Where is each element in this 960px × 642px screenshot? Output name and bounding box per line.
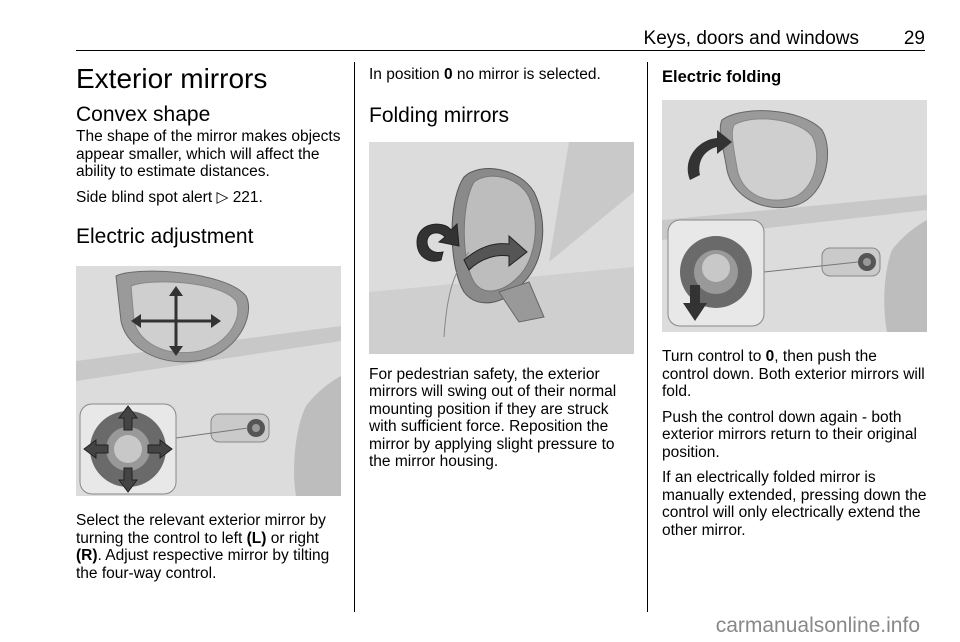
electric-folding-heading: Electric folding — [662, 68, 782, 86]
column-divider — [354, 62, 355, 612]
electric-adjustment-illustration — [76, 266, 341, 496]
page-title: Exterior mirrors — [76, 63, 268, 94]
folding-heading: Folding mirrors — [369, 103, 510, 127]
column-3 — [662, 62, 927, 539]
watermark: carmanualsonline.info — [715, 614, 920, 637]
manual-extend-text: If an electrically folded mirror is manually extended, pressing down the control will only electrically extend the other mirror. — [662, 469, 927, 539]
page-number: 29 — [903, 28, 925, 49]
push-again-text: Push the control down again - both exterior mirrors return to their original position. — [662, 408, 917, 461]
blind-spot-text: Side blind spot alert ▷ 221. — [76, 188, 263, 206]
electric-folding-illustration — [662, 100, 927, 332]
adjust-heading: Electric adjustment — [76, 225, 254, 248]
triangle-ref-icon: ▷ — [216, 188, 229, 206]
column-divider — [647, 62, 648, 612]
folding-mirrors-illustration — [369, 142, 634, 354]
column-2 — [369, 62, 634, 471]
adjust-text: Select the relevant exterior mirror by turning the control to left (L) or right (R). Adjust respective mirror by tilting the four-way control. — [76, 512, 330, 582]
folding-text: For pedestrian safety, the exterior mirrors will swing out of their normal mounting position if they are struck with sufficient force. Reposition the mirror by applying slight pressure to the mirror housing. — [369, 365, 617, 470]
convex-text: The shape of the mirror makes objects appear smaller, which will affect the ability to estimate distances. — [76, 128, 341, 180]
page-header — [76, 20, 925, 51]
column-1 — [76, 62, 341, 582]
section-title: Keys, doors and windows — [643, 28, 859, 49]
position-text: In position 0 no mirror is selected. — [369, 66, 601, 83]
convex-heading: Convex shape — [76, 103, 211, 126]
turn-control-text: Turn control to 0, then push the control down. Both exterior mirrors will fold. — [662, 348, 925, 400]
